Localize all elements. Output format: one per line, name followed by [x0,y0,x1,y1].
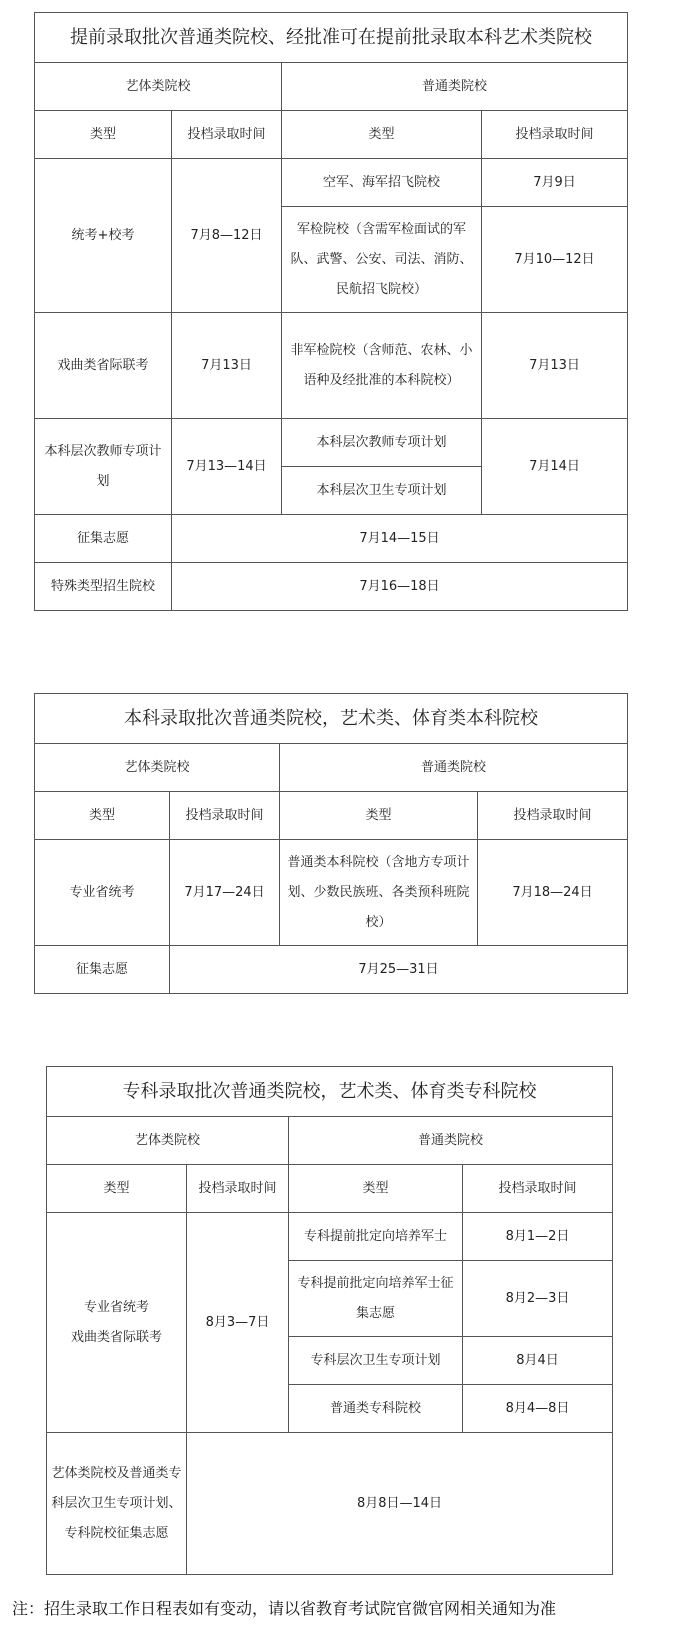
table-cell: 非军检院校（含师范、农林、小语种及经批准的本科院校） [282,313,482,419]
col-time: 投档录取时间 [463,1165,613,1213]
table-cell: 7月14—15日 [172,515,628,563]
col-type: 类型 [35,111,172,159]
table-cell: 空军、海军招飞院校 [282,159,482,207]
art-schools-header: 艺体类院校 [35,63,282,111]
table-cell: 普通类本科院校（含地方专项计划、少数民族班、各类预科班院校） [280,840,478,946]
col-time: 投档录取时间 [187,1165,289,1213]
table-cell: 艺体类院校及普通类专科层次卫生专项计划、专科院校征集志愿 [47,1433,187,1575]
table-cell: 特殊类型招生院校 [35,563,172,611]
table-cell: 7月17—24日 [170,840,280,946]
table-cell: 本科层次教师专项计划 [35,419,172,515]
table-cell: 专科提前批定向培养军士征集志愿 [289,1261,463,1337]
table-cell: 7月18—24日 [478,840,628,946]
table-cell: 8月3—7日 [187,1213,289,1433]
table-cell: 8月8日—14日 [187,1433,613,1575]
junior-college-batch-schedule-table [46,1066,613,1575]
table-title: 提前录取批次普通类院校、经批准可在提前批录取本科艺术类院校 [35,13,628,63]
general-schools-header: 普通类院校 [282,63,628,111]
table-cell: 7月13—14日 [172,419,282,515]
table-cell: 专科提前批定向培养军士 [289,1213,463,1261]
table-cell: 本科层次教师专项计划 [282,419,482,467]
table-cell: 8月4日 [463,1337,613,1385]
table-cell: 7月16—18日 [172,563,628,611]
art-schools-header: 艺体类院校 [47,1117,289,1165]
col-time: 投档录取时间 [170,792,280,840]
col-type: 类型 [35,792,170,840]
table-cell: 军检院校（含需军检面试的军队、武警、公安、司法、消防、民航招飞院校） [282,207,482,313]
early-batch-schedule-table [34,12,628,611]
table-cell: 统考+校考 [35,159,172,313]
table-cell [47,1213,187,1433]
table-cell: 普通类专科院校 [289,1385,463,1433]
table-cell: 戏曲类省际联考 [35,313,172,419]
table-cell: 征集志愿 [35,515,172,563]
table-cell: 7月9日 [482,159,628,207]
col-time: 投档录取时间 [478,792,628,840]
col-type: 类型 [282,111,482,159]
footnote: 注：招生录取工作日程表如有变动，请以省教育考试院官微官网相关通知为准 [12,1599,557,1618]
table-cell: 专业省统考 [35,840,170,946]
col-time: 投档录取时间 [172,111,282,159]
col-type: 类型 [280,792,478,840]
table-title: 专科录取批次普通类院校，艺术类、体育类专科院校 [47,1067,613,1117]
table-cell: 7月25—31日 [170,946,628,994]
table-cell: 8月1—2日 [463,1213,613,1261]
table-cell: 征集志愿 [35,946,170,994]
table-cell: 8月2—3日 [463,1261,613,1337]
table-cell: 7月13日 [482,313,628,419]
general-schools-header: 普通类院校 [289,1117,613,1165]
table-cell: 7月13日 [172,313,282,419]
col-type: 类型 [47,1165,187,1213]
undergraduate-batch-schedule-table [34,693,628,994]
table-cell: 专科层次卫生专项计划 [289,1337,463,1385]
art-type-line: 专业省统考 [83,1299,149,1315]
table-cell: 7月8—12日 [172,159,282,313]
general-schools-header: 普通类院校 [280,744,628,792]
table-cell: 8月4—8日 [463,1385,613,1433]
art-type-line: 戏曲类省际联考 [70,1329,162,1345]
table-cell: 本科层次卫生专项计划 [282,467,482,515]
art-schools-header: 艺体类院校 [35,744,280,792]
col-time: 投档录取时间 [482,111,628,159]
table-cell: 7月14日 [482,419,628,515]
table-cell: 7月10—12日 [482,207,628,313]
col-type: 类型 [289,1165,463,1213]
table-title: 本科录取批次普通类院校，艺术类、体育类本科院校 [35,694,628,744]
